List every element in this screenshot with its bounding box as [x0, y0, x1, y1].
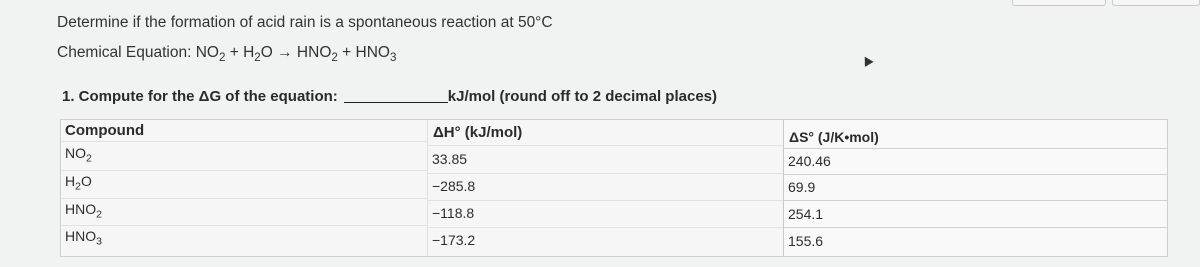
enthalpy-column	[427, 120, 784, 256]
top-toolbar-stub	[1010, 0, 1200, 10]
compound-cell: $HNO_3$	[65, 228, 102, 248]
mouse-cursor-icon	[860, 54, 873, 67]
entropy-cell: 254.1	[788, 206, 824, 222]
equation-part: $O \to HNO_2$	[260, 44, 338, 65]
header-entropy: ΔS° (J/K•mol)	[789, 129, 879, 145]
equation-part: + $HNO_3$	[337, 44, 397, 65]
thermo-data-table	[60, 119, 1168, 257]
toolbar-button-right[interactable]	[1112, 0, 1200, 6]
header-compound: Compound	[65, 122, 145, 139]
enthalpy-cell: −285.8	[432, 178, 476, 194]
compound-cell: $H_2O$	[65, 173, 92, 193]
compound-cell: $NO_2$	[65, 145, 92, 165]
entropy-cell: 240.46	[788, 153, 831, 169]
equation-label: Chemical Equation:	[57, 44, 196, 61]
header-enthalpy: ΔH° (kJ/mol)	[433, 124, 523, 141]
equation-part: + $H_2$	[225, 44, 261, 65]
answer-blank-input[interactable]	[344, 88, 448, 103]
prompt-before: 1. Compute for the ΔG of the equation:	[62, 88, 338, 105]
compound-column	[61, 120, 427, 256]
enthalpy-cell: −118.8	[432, 205, 475, 221]
toolbar-button-left[interactable]	[1012, 0, 1106, 6]
equation-part: $NO_2$	[195, 44, 226, 65]
entropy-column	[783, 120, 1167, 256]
chemical-equation	[57, 44, 397, 65]
entropy-cell: 155.6	[788, 233, 824, 249]
question-title: Determine if the formation of acid rain is a spontaneous reaction at 50°C	[57, 14, 553, 31]
enthalpy-cell: −173.2	[432, 232, 476, 248]
compound-cell: $HNO_2$	[65, 201, 102, 221]
prompt-after: kJ/mol (round off to 2 decimal places)	[447, 88, 717, 105]
question-prompt	[62, 88, 717, 105]
enthalpy-cell: 33.85	[432, 151, 468, 167]
entropy-cell: 69.9	[788, 179, 816, 195]
